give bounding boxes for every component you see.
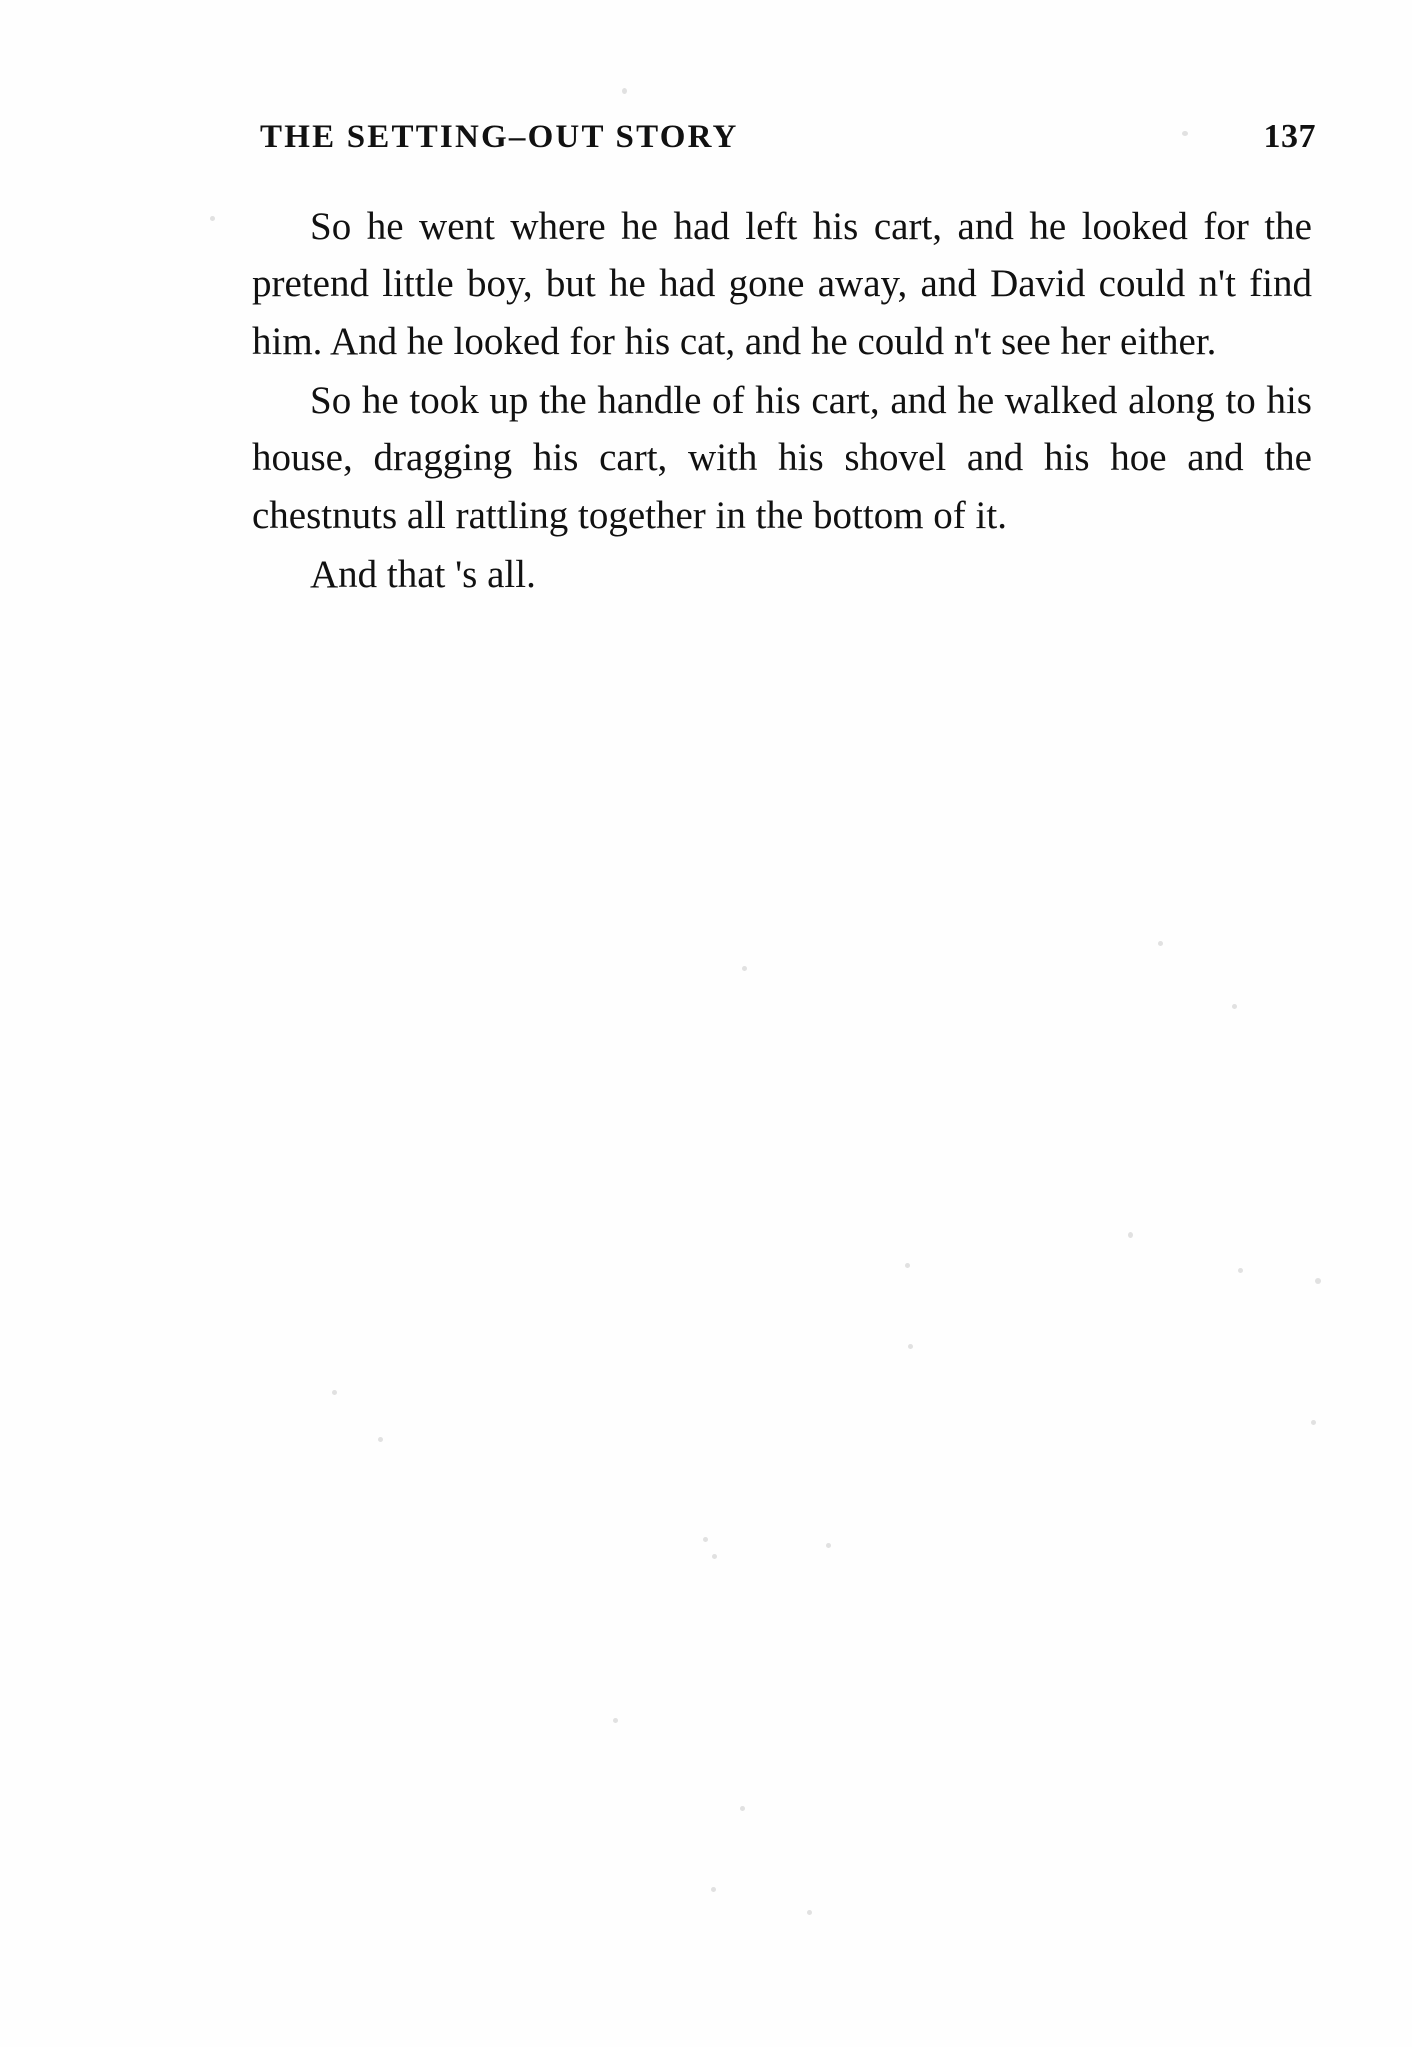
body-text <box>252 198 1312 603</box>
paragraph: And that 's all. <box>310 552 536 596</box>
running-head-title: THE SETTING–OUT STORY <box>260 119 739 155</box>
paper-speck <box>622 88 627 94</box>
paper-speck <box>1238 1268 1243 1273</box>
page-content <box>252 118 1324 603</box>
paper-speck <box>378 1437 383 1442</box>
paper-speck <box>1232 1004 1237 1009</box>
paragraph: So he took up the handle of his cart, and he walked along to his house, dragging his cart, with his shovel and his hoe and the chestnuts all rattling together in the bottom of it. <box>252 378 1312 537</box>
paper-speck <box>711 1887 716 1892</box>
paper-speck <box>742 966 747 971</box>
paper-speck <box>712 1554 717 1559</box>
paper-speck <box>703 1537 708 1542</box>
paper-speck <box>1315 1278 1321 1284</box>
paper-speck <box>826 1543 831 1548</box>
paper-speck <box>905 1263 910 1268</box>
paper-speck <box>210 216 215 221</box>
paper-speck <box>740 1806 745 1811</box>
paper-speck <box>908 1344 913 1349</box>
paper-speck <box>807 1910 812 1915</box>
running-head <box>252 118 1316 156</box>
paragraph: So he went where he had left his cart, and he looked for the pretend little boy, but he had gone away, and David could n't find him. And he looked for his cat, and he could n't see her either. <box>252 205 1312 363</box>
paper-speck <box>1158 941 1163 946</box>
paper-speck <box>613 1718 618 1723</box>
paper-speck <box>332 1390 337 1395</box>
paper-speck <box>1311 1420 1316 1425</box>
page-number: 137 <box>1263 118 1316 155</box>
paper-speck <box>1128 1232 1133 1238</box>
